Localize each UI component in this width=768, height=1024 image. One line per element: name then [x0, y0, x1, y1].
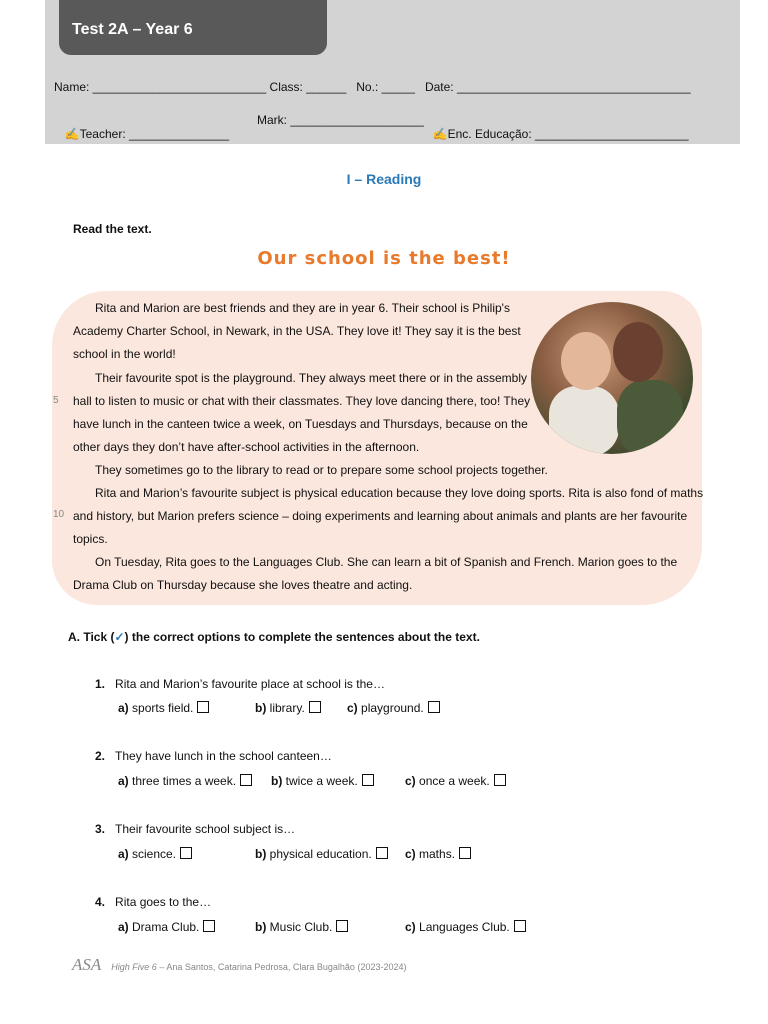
checkbox[interactable]	[180, 847, 192, 859]
text-line: and history, but Marion prefers science – doing experiments and learning about animals and plants are her favourite	[73, 509, 688, 523]
question-text: Rita goes to the…	[115, 895, 212, 909]
question-3	[95, 822, 295, 836]
text-line: Their favourite spot is the playground. They always meet there or in the assembly	[95, 371, 527, 385]
checkbox[interactable]	[336, 920, 348, 932]
question-number: 1.	[95, 677, 106, 691]
question-number: 4.	[95, 895, 106, 909]
text-line: Drama Club on Thursday because she loves theatre and acting.	[73, 578, 413, 592]
checkbox[interactable]	[203, 920, 215, 932]
question-text: Their favourite school subject is…	[115, 822, 296, 836]
option-2c[interactable]: c) once a week.	[405, 774, 506, 788]
checkbox[interactable]	[494, 774, 506, 786]
option-3c[interactable]: c) maths.	[405, 847, 471, 861]
text-line: topics.	[73, 532, 108, 546]
option-1b[interactable]: b) library.	[255, 701, 321, 715]
question-number: 3.	[95, 822, 106, 836]
teacher-label: Teacher: _______________	[79, 127, 230, 141]
book-title: High Five 6	[111, 962, 157, 972]
option-4a[interactable]: a) Drama Club.	[118, 920, 215, 934]
question-4	[95, 895, 211, 909]
option-3a[interactable]: a) science.	[118, 847, 192, 861]
publisher-logo: ASA	[72, 955, 102, 974]
instruction: Read the text.	[73, 222, 152, 236]
checkbox[interactable]	[240, 774, 252, 786]
pencil-icon: ✍	[432, 127, 448, 141]
teacher-field[interactable]	[58, 113, 229, 141]
option-1a[interactable]: a) sports field.	[118, 701, 209, 715]
line-number: 5	[53, 395, 59, 406]
footer	[72, 955, 406, 975]
option-4b[interactable]: b) Music Club.	[255, 920, 348, 934]
test-title: Test 2A – Year 6	[72, 21, 193, 38]
option-3b[interactable]: b) physical education.	[255, 847, 388, 861]
text-line: Rita and Marion are best friends and they are in year 6. Their school is Philip's	[95, 301, 510, 315]
text-line: They sometimes go to the library to read or to prepare some school projects together.	[95, 463, 548, 477]
task-a-prefix: A. Tick (	[68, 630, 115, 644]
girls-photo	[531, 302, 693, 454]
question-1	[95, 677, 385, 691]
student-info-row[interactable]: Name: __________________________ Class: ______ No.: _____ Date: ___________________________________	[54, 80, 691, 94]
question-text: They have lunch in the school canteen…	[115, 749, 332, 763]
checkbox[interactable]	[197, 701, 209, 713]
option-4c[interactable]: c) Languages Club.	[405, 920, 526, 934]
checkbox[interactable]	[514, 920, 526, 932]
task-a-suffix: ) the correct options to complete the sentences about the text.	[124, 630, 480, 644]
section-heading: I – Reading	[346, 171, 422, 187]
question-text: Rita and Marion’s favourite place at school is the…	[115, 677, 385, 691]
option-2b[interactable]: b) twice a week.	[271, 774, 374, 788]
story-title: Our school is the best!	[257, 248, 511, 269]
pencil-icon: ✍	[64, 127, 80, 141]
enc-educacao-field[interactable]	[426, 113, 689, 141]
checkmark-icon: ✓	[114, 630, 125, 644]
enc-educacao-label: Enc. Educação: _______________________	[447, 127, 689, 141]
checkbox[interactable]	[362, 774, 374, 786]
question-number: 2.	[95, 749, 106, 763]
text-line: Rita and Marion’s favourite subject is physical education because they love doing sports. Rita is also fond of maths	[95, 486, 704, 500]
text-line: hall to listen to music or chat with their classmates. They love dancing there, too! They	[73, 394, 531, 408]
task-a-instruction	[68, 630, 480, 644]
test-title-tab	[59, 0, 327, 55]
option-2a[interactable]: a) three times a week.	[118, 774, 252, 788]
text-line: Academy Charter School, in Newark, in the USA. They love it! They say it is the best	[73, 324, 521, 338]
line-number: 10	[53, 509, 65, 520]
checkbox[interactable]	[309, 701, 321, 713]
question-2	[95, 749, 332, 763]
option-1c[interactable]: c) playground.	[347, 701, 440, 715]
text-line: On Tuesday, Rita goes to the Languages Club. She can learn a bit of Spanish and French. Marion goes to the	[95, 555, 678, 569]
checkbox[interactable]	[428, 701, 440, 713]
checkbox[interactable]	[376, 847, 388, 859]
text-line: school in the world!	[73, 347, 176, 361]
checkbox[interactable]	[459, 847, 471, 859]
mark-field[interactable]: Mark: ____________________	[257, 113, 424, 127]
footer-credits: – Ana Santos, Catarina Pedrosa, Clara Bugalhão (2023-2024)	[156, 962, 407, 972]
text-line: other days they don’t have after-school activities in the afternoon.	[73, 440, 420, 454]
text-line: have lunch in the canteen twice a week, on Tuesdays and Thursdays, because on the	[73, 417, 528, 431]
